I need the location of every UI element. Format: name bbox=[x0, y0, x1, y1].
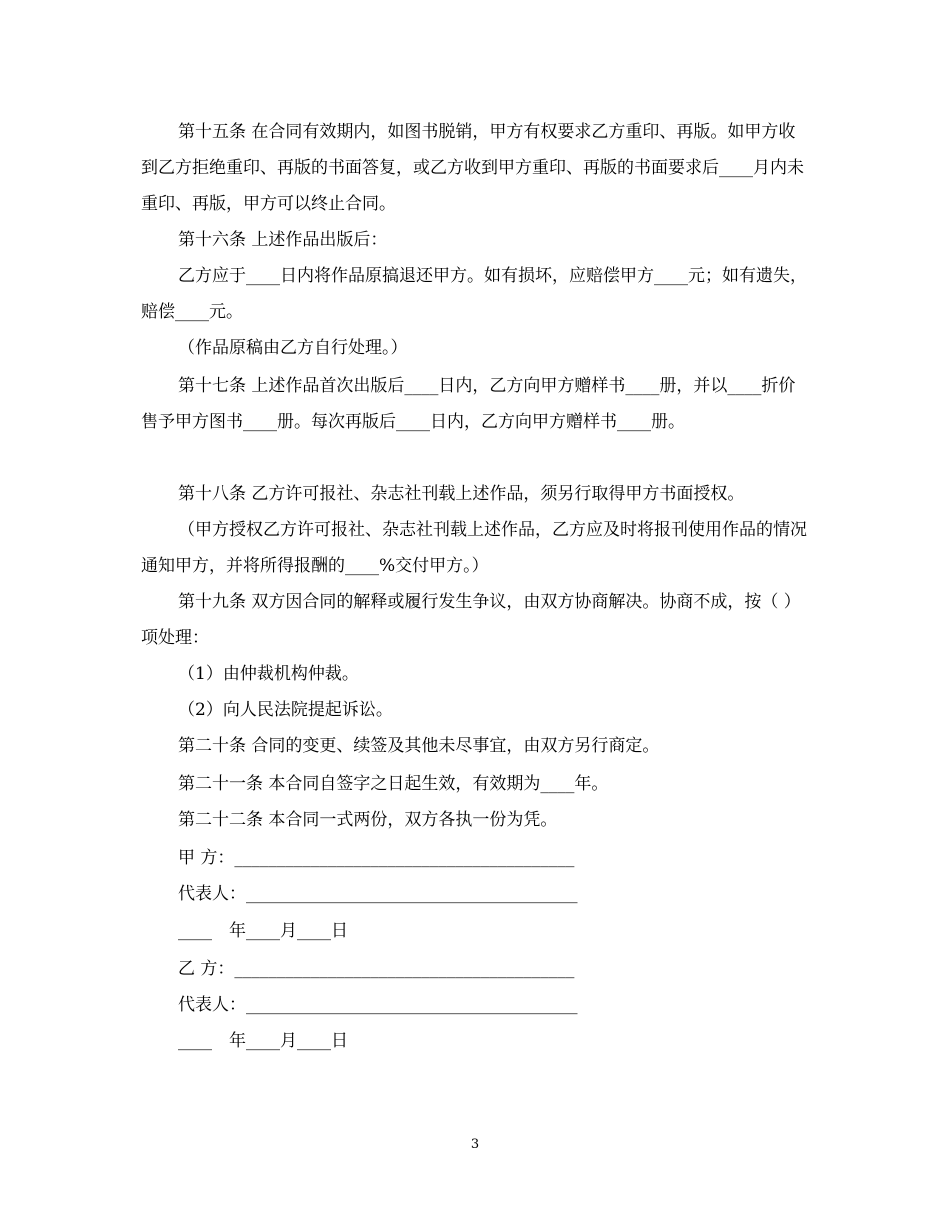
article-21: 第二十一条 本合同自签字之日起生效，有效期为____年。 bbox=[178, 774, 609, 794]
party-b-date-line: ____ 年____月____日 bbox=[178, 1031, 348, 1051]
party-b-representative-line: 代表人：_______________________________________ bbox=[178, 995, 578, 1015]
party-a-date-line: ____ 年____月____日 bbox=[178, 921, 348, 941]
article-18: 第十八条 乙方许可报社、杂志社刊载上述作品，须另行取得甲方书面授权。 bbox=[178, 484, 745, 504]
page-number: 3 bbox=[470, 1137, 480, 1152]
article-19-option-1: （1）由仲裁机构仲裁。 bbox=[178, 664, 359, 684]
article-16-note: （作品原稿由乙方自行处理。） bbox=[178, 338, 408, 358]
article-16: 第十六条 上述作品出版后： bbox=[178, 230, 388, 250]
party-a-line: 甲 方：________________________________________ bbox=[178, 848, 575, 868]
article-15: 第十五条 在合同有效期内，如图书脱销，甲方有权要求乙方重印、再版。如甲方收到乙方拒绝重印、再版的书面答复，或乙方收到甲方重印、再版的书面要求后____月内未重印、再版，甲方可以终止合同。 bbox=[141, 122, 804, 214]
party-a-representative-line: 代表人：_______________________________________ bbox=[178, 884, 578, 904]
article-19-option-2: （2）向人民法院提起诉讼。 bbox=[178, 700, 393, 720]
article-20: 第二十条 合同的变更、续签及其他未尽事宜，由双方另行商定。 bbox=[178, 736, 660, 756]
article-22: 第二十二条 本合同一式两份，双方各执一份为凭。 bbox=[178, 810, 558, 830]
article-16-return: 乙方应于____日内将作品原搞退还甲方。如有损坏，应赔偿甲方____元；如有遗失，赔偿____元。 bbox=[141, 266, 807, 322]
article-17: 第十七条 上述作品首次出版后____日内，乙方向甲方赠样书____册，并以____折价售予甲方图书____册。每次再版后____日内，乙方向甲方赠样书____册。 bbox=[141, 376, 796, 432]
article-19: 第十九条 双方因合同的解释或履行发生争议，由双方协商解决。协商不成，按（ ）项处理： bbox=[141, 592, 801, 648]
party-b-line: 乙 方：________________________________________ bbox=[178, 959, 575, 979]
article-18-note: （甲方授权乙方许可报社、杂志社刊载上述作品，乙方应及时将报刊使用作品的情况通知甲方，并将所得报酬的____%交付甲方。） bbox=[141, 520, 807, 576]
